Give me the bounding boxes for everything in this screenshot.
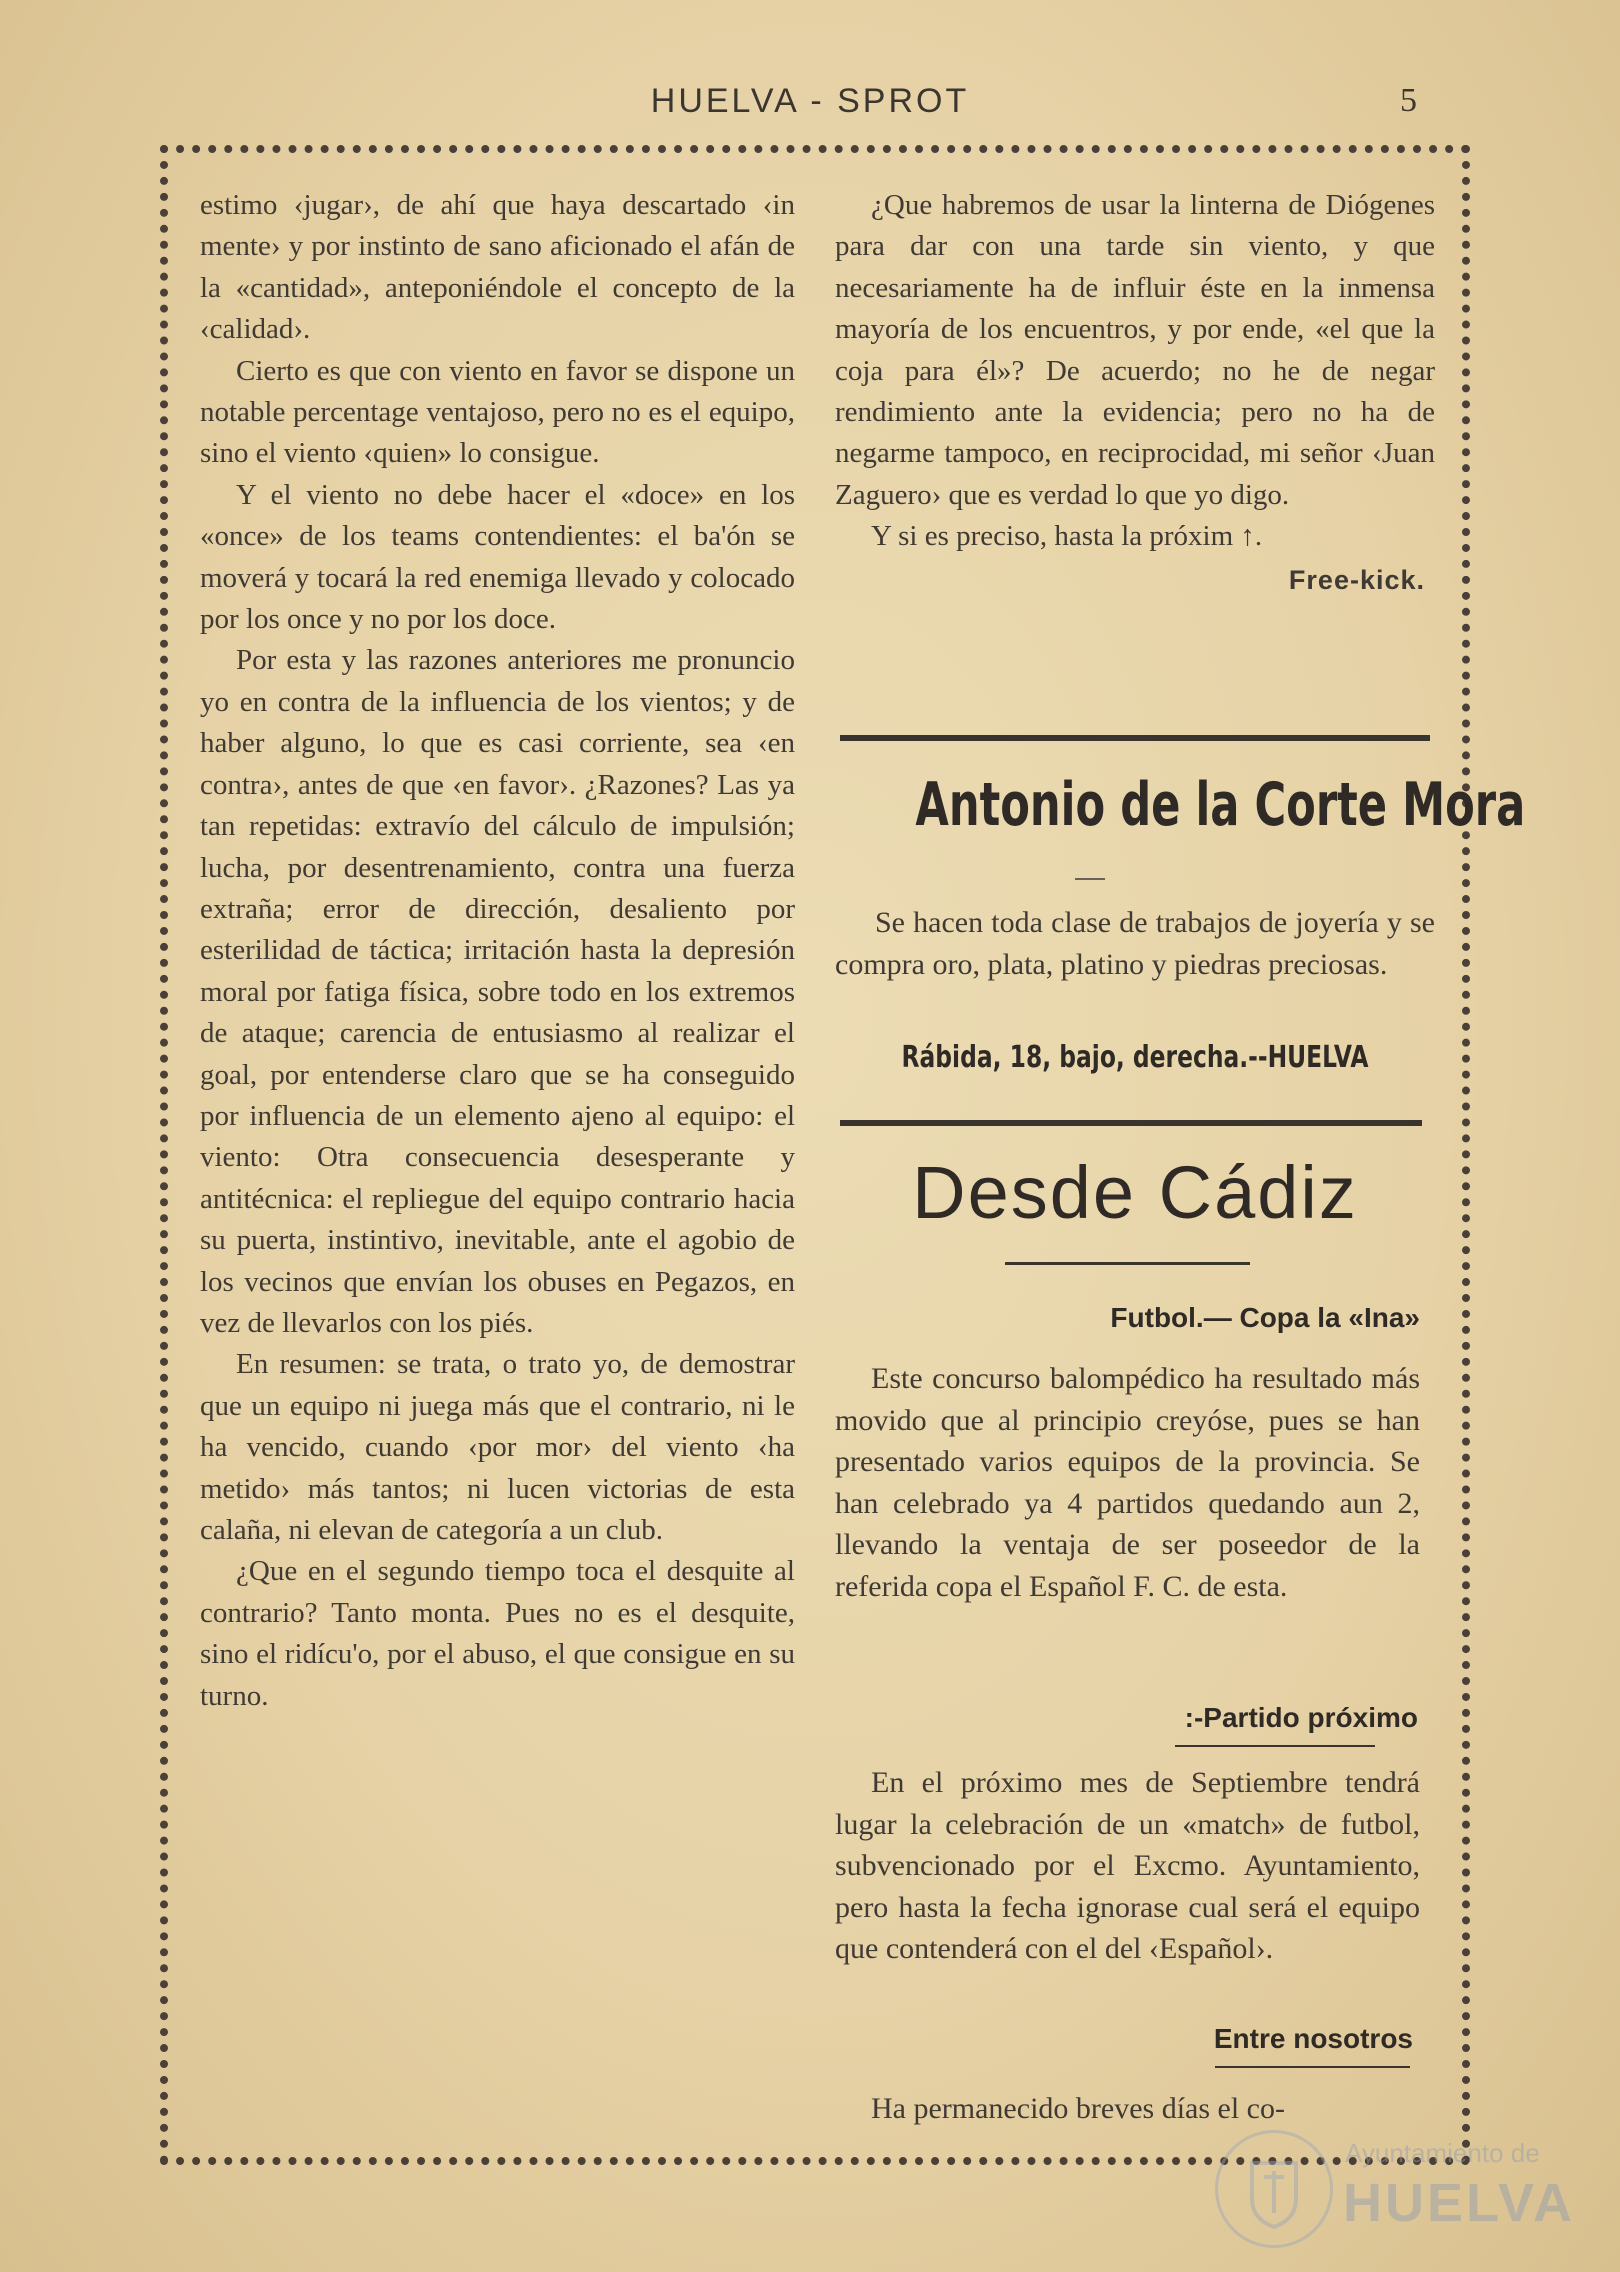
advert-address: Rábida, 18, bajo, derecha.--HUELVA <box>901 1040 1369 1075</box>
section-paragraph: Ha permanecido breves días el co- <box>871 2092 1285 2125</box>
article-signature: Free-kick. <box>1288 564 1425 595</box>
left-article-column <box>200 185 795 1717</box>
divider-rule <box>840 1120 1422 1126</box>
article-paragraph: Cierto es que con viento en favor se dispone un notable percentage ventajoso, pero no es el equipo, sino el viento ‹quien» lo consigue. <box>200 354 795 470</box>
article-paragraph: estimo ‹jugar›, de ahí que haya descartado ‹in mente› y por instinto de sano aficionado el afán de la «cantidad», anteponiéndole el concepto de la ‹calidad›. <box>200 189 795 346</box>
cadiz-paragraph-2 <box>835 1762 1420 1970</box>
article-paragraph: En resumen: se trata, o trato yo, de demostrar que un equipo ni juega más que el contrario, ni le ha vencido, cuando ‹por mor› del viento ‹ha metido› más tantos; ni lucen victorias de esta calaña, ni elevan de categoría a un club. <box>200 1348 795 1546</box>
cadiz-paragraph-1 <box>835 1358 1420 1607</box>
right-article-column <box>835 185 1435 601</box>
section-paragraph: En el próximo mes de Septiembre tendrá lugar la celebración de un «match» de futbol, subvencionado por el Excmo. Ayuntamiento, pero hasta la fecha ignorase cual será el equipo que contenderá con el del ‹Español›. <box>835 1766 1420 1965</box>
divider-rule <box>840 735 1430 741</box>
advert-dash <box>1075 878 1105 880</box>
page-header-title: HUELVA - SPROT <box>650 82 970 120</box>
section-paragraph: Este concurso balompédico ha resultado más movido que al principio creyóse, pues se han presentado varios equipos de la provincia. Se han celebrado ya 4 partidos quedando aun 2, llevando la ventaja de ser poseedor de la referida copa el Español F. C. de esta. <box>835 1362 1420 1603</box>
advert-text-block <box>835 902 1435 986</box>
subhead-copa: Futbol.— Copa la «Ina» <box>1110 1302 1420 1333</box>
subhead-entre-nosotros: Entre nosotros <box>1213 2023 1413 2054</box>
watermark-line-1: Ayuntamiento de <box>1345 2138 1540 2168</box>
article-paragraph: Y el viento no debe hacer el «doce» en los «once» de los teams contendientes: el ba'ón se moverá y tocará la red enemiga llevado y colocado por los once y no por los doce. <box>200 478 795 636</box>
article-paragraph: Por esta y las razones anteriores me pronuncio yo en contra de la influencia de los vientos; y de haber alguno, lo que es casi corriente, sea ‹en contra›, antes de que ‹en favor›. ¿Razones? Las ya tan repetidas: extravío del cálculo de impulsión; lucha, por desentrenamiento, contra una fuerza extraña; error de dirección, desaliento por esterilidad de táctica; irritación hasta la depresión moral por fatiga física, sobre todo en los extremos de ataque; carencia de entusiasmo al realizar el goal, por entenderse claro que se ha conseguido por influencia de un elemento ajeno al equipo: el viento: Otra consecuencia desesperante y antitécnica: el repliegue del equipo contrario hacia su puerta, instintivo, inevitable, ante el agobio de los vecinos que envían los obuses en Pegazos, en vez de llevarlos con los piés. <box>200 644 795 1339</box>
article-paragraph: Y si es preciso, hasta la próxim ↑. <box>871 520 1263 553</box>
cadiz-paragraph-3 <box>835 2088 1420 2130</box>
article-paragraph: ¿Que habremos de usar la linterna de Diógenes para dar con una tarde sin viento, y que necesariamente ha de influir éste en la inmensa mayoría de los encuentros, y por ende, «el que la coja para él»? De acuerdo; no he de negar rendimiento ante la evidencia; pero no ha de negarme tampoco, en reciprocidad, mi señor ‹Juan Zaguero› que es verdad lo que yo digo. <box>835 189 1435 511</box>
subhead-underline <box>1175 1745 1375 1747</box>
coat-of-arms-icon <box>1215 2130 1333 2248</box>
archive-watermark <box>1215 2130 1575 2250</box>
subhead-underline <box>1215 2066 1410 2068</box>
advert-text: Se hacen toda clase de trabajos de joyería y se compra oro, plata, platino y piedras preciosas. <box>835 906 1435 981</box>
section-title: Desde Cádiz <box>912 1151 1358 1234</box>
article-paragraph: ¿Que en el segundo tiempo toca el desquite al contrario? Tanto monta. Pues no es el desquite, sino el ridícu'o, por el abuso, el que consigue en su turno. <box>200 1555 795 1712</box>
section-title-underline <box>1005 1262 1250 1265</box>
page-number: 5 <box>1400 82 1417 119</box>
watermark-line-2: HUELVA <box>1343 2173 1575 2233</box>
subhead-partido-proximo: :-Partido próximo <box>1184 1702 1418 1733</box>
advert-title: Antonio de la Corte Mora <box>915 770 1526 840</box>
